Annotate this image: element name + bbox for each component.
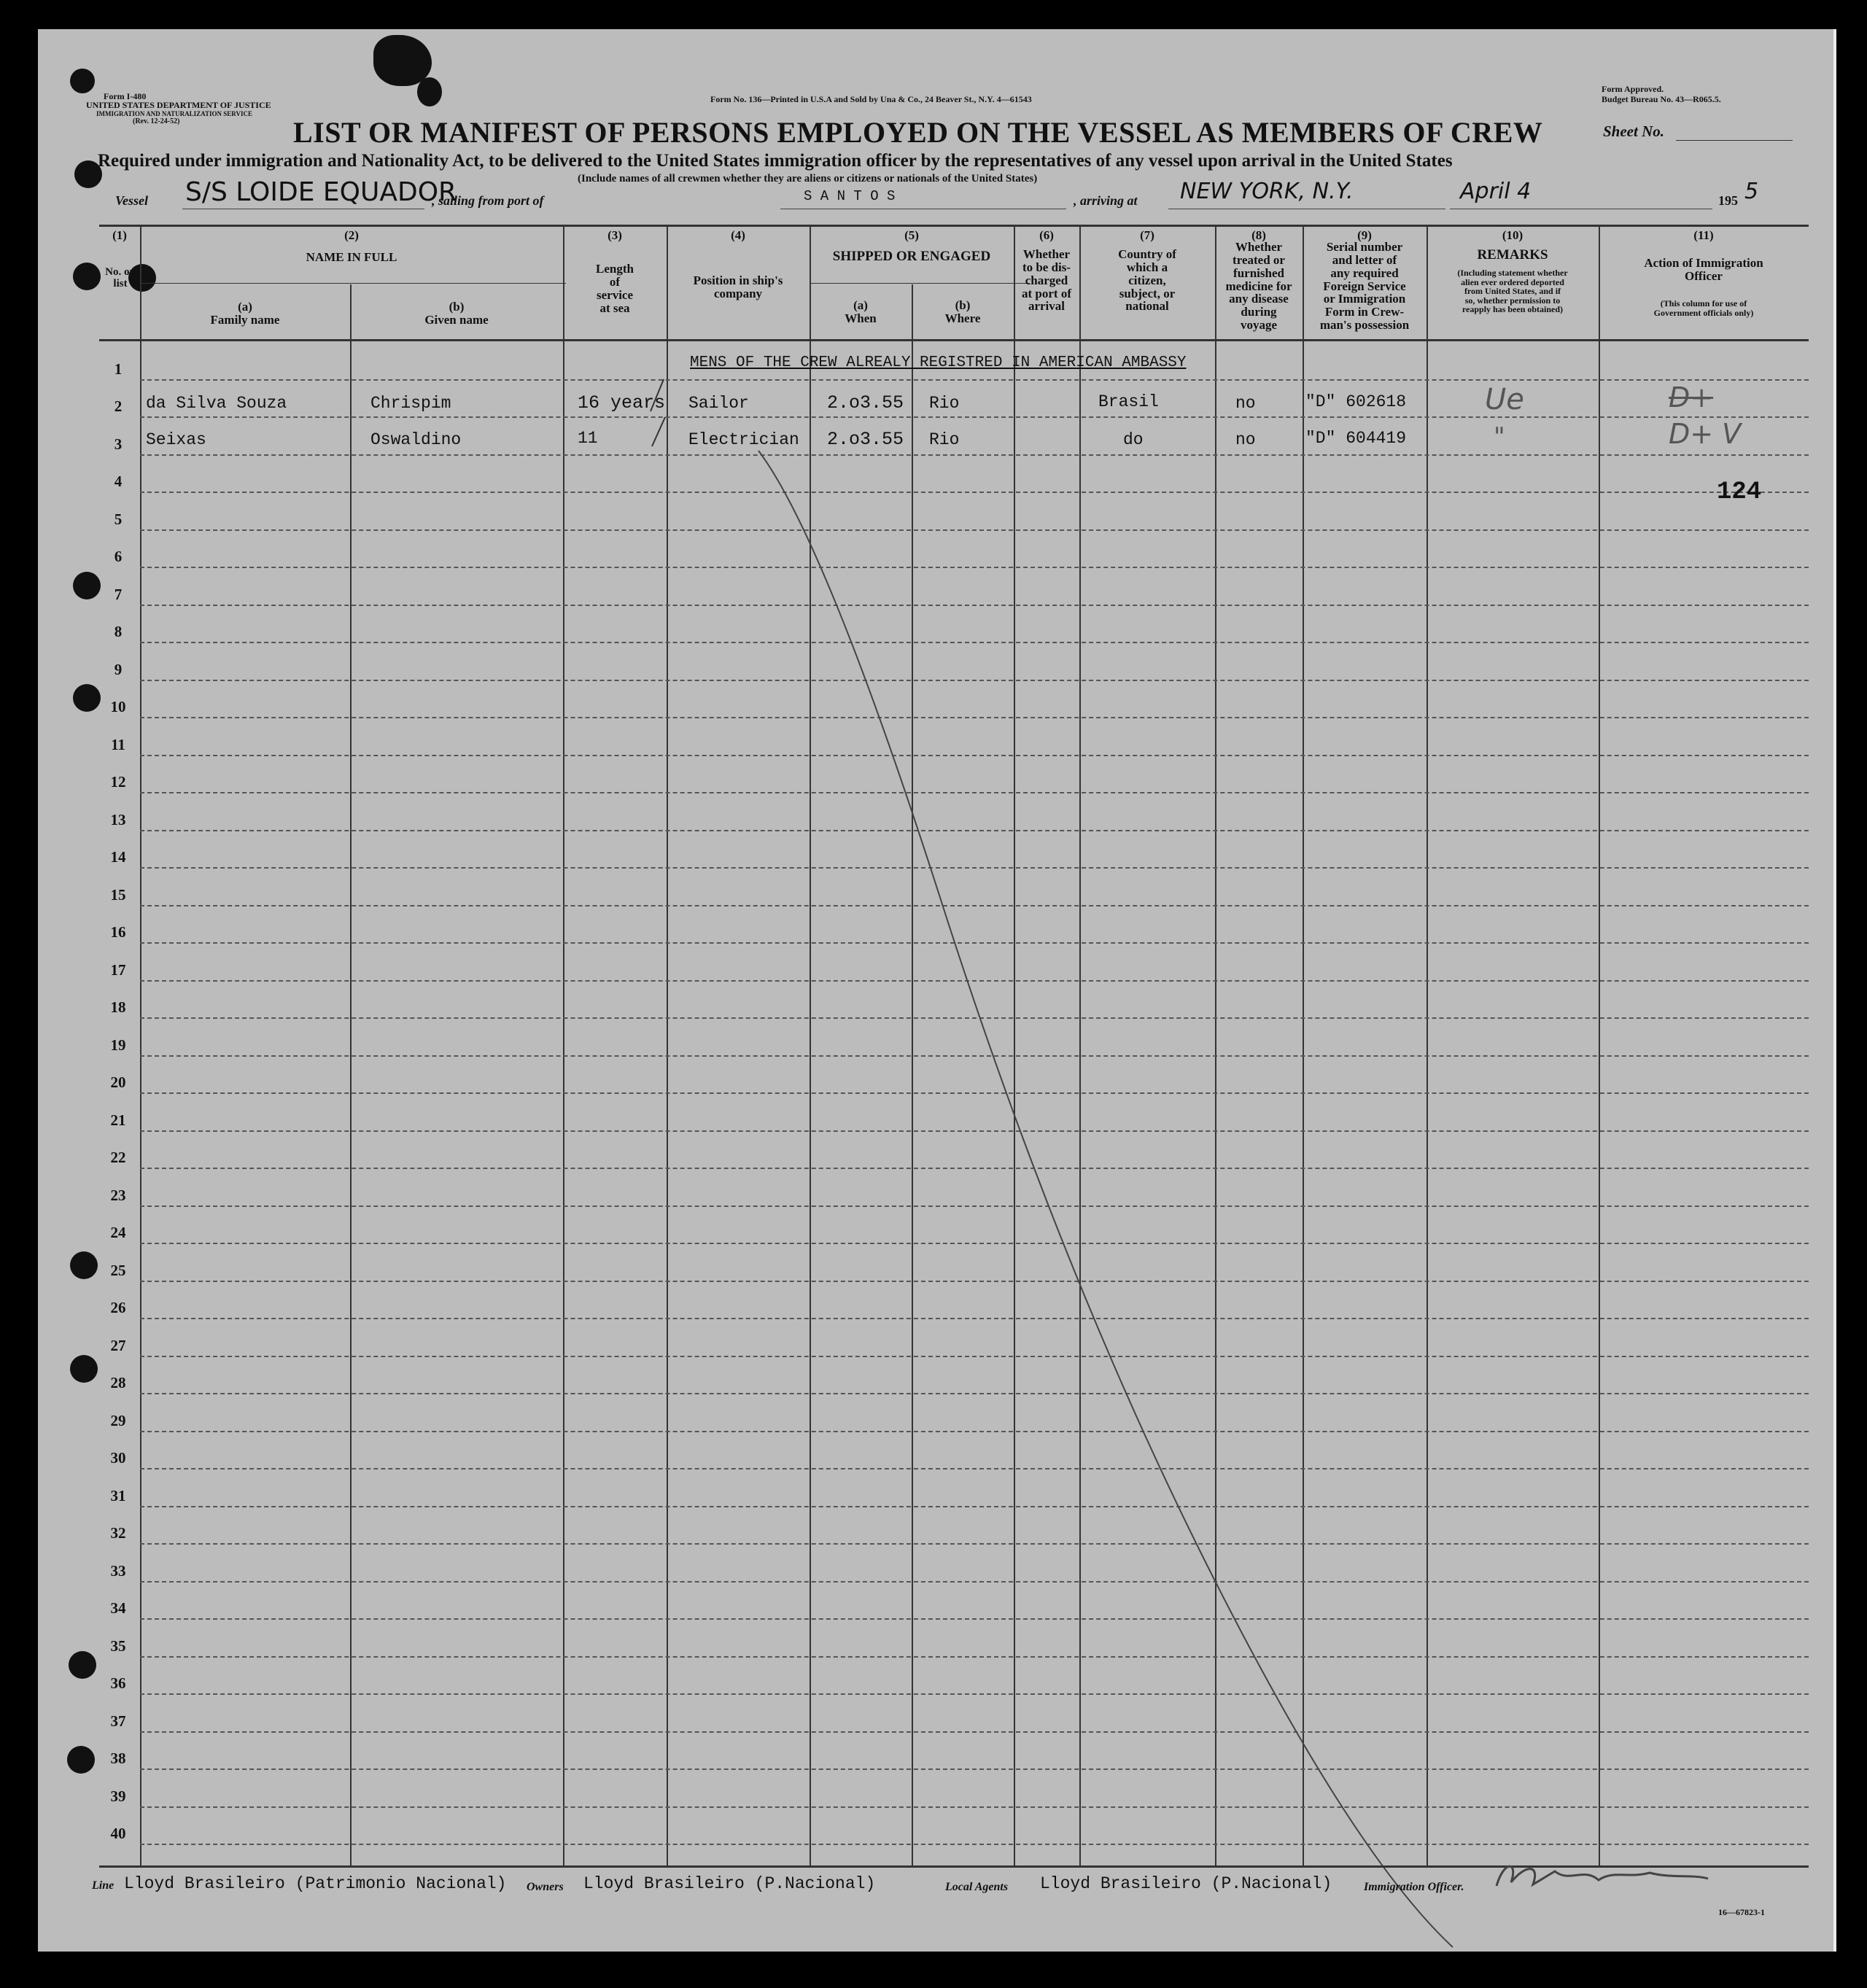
approved-text: Form Approved. [1602, 84, 1664, 94]
service-name: IMMIGRATION AND NATURALIZATION SERVICE [96, 110, 252, 117]
entry-1-service: 16 years [578, 392, 666, 413]
owners-label: Owners [527, 1881, 564, 1893]
row-number: 13 [110, 810, 126, 828]
col6-header: Whether to be dis- charged at port of arrival [1022, 247, 1071, 314]
entry-1-country: Brasil [1098, 392, 1159, 411]
row-number: 37 [110, 1712, 126, 1730]
row-number: 2 [114, 397, 123, 415]
agents-value: Lloyd Brasileiro (P.Nacional) [1040, 1874, 1332, 1893]
row-number: 17 [110, 960, 126, 979]
row-number: 25 [110, 1261, 126, 1279]
revision: (Rev. 12-24-52) [133, 117, 180, 125]
col10-number: (10) [1502, 228, 1524, 242]
row-number: 14 [110, 848, 126, 866]
row-number: 39 [110, 1787, 126, 1805]
col5b-header: (b) Where [944, 298, 981, 325]
row-number: 18 [110, 998, 126, 1016]
entry-1-shipped-where: Rio [929, 394, 960, 413]
col2-header: NAME IN FULL [306, 250, 397, 264]
col7-header: Country of which a citizen, subject, or national [1118, 247, 1176, 314]
officer-signature [1489, 1857, 1723, 1893]
entry-1-serial: "D" 602618 [1305, 392, 1407, 411]
col2a-header: (a) Family name [210, 300, 280, 327]
arrival-date: April 4 [1460, 179, 1532, 204]
arrival-port: NEW YORK, N.Y. [1180, 179, 1354, 204]
owners-value: Lloyd Brasileiro (P.Nacional) [583, 1874, 876, 1893]
entry-2-serial: "D" 604419 [1305, 429, 1407, 448]
entry-1-medicine: no [1235, 394, 1256, 413]
page-title: LIST OR MANIFEST OF PERSONS EMPLOYED ON THE VESSEL AS MEMBERS OF CREW [293, 116, 1543, 149]
row-number: 15 [110, 885, 126, 904]
entry-2-country: do [1123, 430, 1144, 449]
col10-note: (Including statement whether alien ever ordered deported from United States, and if so, whether permission to reapply has been obtained) [1457, 268, 1568, 315]
col10-header: REMARKS [1477, 247, 1548, 263]
row-number: 28 [110, 1374, 126, 1391]
row-number: 12 [110, 773, 126, 791]
entry-2-medicine: no [1235, 430, 1256, 449]
col2-number: (2) [344, 228, 359, 242]
sailing-label: , sailing from port of [432, 193, 544, 208]
row-number: 21 [110, 1111, 126, 1129]
entry-2-remark: " [1494, 422, 1505, 451]
row-number: 3 [114, 435, 123, 453]
row-number: 19 [110, 1036, 126, 1054]
col9-header: Serial number and letter of any required Foreign Service or Immigration Form in Crew- man's possession [1319, 240, 1410, 333]
col4-number: (4) [731, 228, 745, 242]
line-value: Lloyd Brasileiro (Patrimonio Nacional) [124, 1874, 507, 1893]
entry-1-remark: Ue [1485, 383, 1524, 416]
registration-note: MENS OF THE CREW ALREALY REGISTRED IN AMERICAN AMBASSY [690, 354, 1187, 371]
budget-text: Budget Bureau No. 43—R065.5. [1602, 94, 1721, 104]
row-number: 6 [114, 548, 123, 565]
row-number: 22 [110, 1149, 126, 1166]
row-number: 29 [110, 1411, 126, 1429]
entry-1-shipped-when: 2.o3.55 [827, 392, 904, 413]
row-number: 26 [110, 1299, 126, 1316]
row-number: 4 [114, 473, 123, 490]
entry-2-shipped-when: 2.o3.55 [827, 429, 904, 450]
row-number: 35 [110, 1636, 126, 1655]
department: UNITED STATES DEPARTMENT OF JUSTICE [86, 100, 271, 110]
col11-number: (11) [1693, 228, 1714, 242]
entry-2-action: D+ V [1669, 418, 1742, 450]
col6-number: (6) [1039, 228, 1054, 242]
agents-label: Local Agents [945, 1881, 1009, 1893]
form-id: Form I-480 [104, 91, 147, 101]
row-number: 36 [110, 1674, 126, 1692]
row-number: 31 [110, 1486, 126, 1504]
entry-1-family-name: da Silva Souza [146, 394, 287, 413]
col8-number: (8) [1251, 228, 1266, 242]
row-number: 10 [110, 698, 126, 715]
col11-header: Action of Immigration Officer [1644, 256, 1763, 283]
entry-2-given-name: Oswaldino [370, 430, 462, 449]
row-number: 40 [110, 1825, 126, 1842]
col7-number: (7) [1140, 228, 1154, 242]
col5a-header: (a) When [845, 298, 877, 325]
entry-1-action: D+ [1669, 381, 1714, 413]
officer-label: Immigration Officer. [1364, 1881, 1464, 1893]
required-text: Required under immigration and Nationality Act, to be delivered to the United States immigration officer by the representatives of any vessel upon arrival in the United States [98, 151, 1453, 171]
col3-header: Length of service at sea [596, 262, 634, 315]
row-number: 20 [110, 1073, 126, 1091]
line-label: Line [92, 1879, 114, 1892]
include-text: (Include names of all crewmen whether they are aliens or citizens or nationals of the United States) [578, 173, 1038, 185]
row-number: 11 [111, 735, 125, 753]
row-number: 7 [114, 585, 123, 603]
form-number: 16—67823-1 [1718, 1907, 1765, 1917]
col4-header: Position in ship's company [693, 273, 783, 300]
pen-stroke [38, 29, 1836, 1952]
row-number: 24 [110, 1224, 126, 1241]
year-prefix: 195 [1718, 193, 1738, 208]
arriving-label: , arriving at [1074, 193, 1138, 208]
entry-2-position: Electrician [688, 430, 799, 449]
entry-1-position: Sailor [688, 394, 749, 413]
year-digit: 5 [1744, 179, 1759, 204]
col1-header: No. on list [105, 266, 136, 290]
col9-number: (9) [1357, 228, 1372, 242]
col1-number: (1) [112, 228, 127, 242]
vessel-name: S/S LOIDE EQUADOR [185, 177, 457, 207]
row-number: 33 [110, 1561, 126, 1580]
row-number: 23 [110, 1186, 126, 1204]
entry-2-family-name: Seixas [146, 430, 206, 449]
row-number: 9 [114, 660, 123, 678]
col8-header: Whether treated or furnished medicine for any disease during voyage [1225, 240, 1292, 333]
printer-line: Form No. 136—Printed in U.S.A and Sold by Una & Co., 24 Beaver St., N.Y. 4—61543 [710, 94, 1032, 104]
departure-port: S A N T O S [804, 188, 896, 204]
stamp-number: 124 [1717, 478, 1762, 506]
col3-number: (3) [608, 228, 622, 242]
col2b-header: (b) Given name [424, 300, 489, 327]
col11-note: (This column for use of Government officials only) [1653, 298, 1754, 318]
entry-2-shipped-where: Rio [929, 430, 960, 449]
entry-1-given-name: Chrispim [370, 394, 451, 413]
row-number: 38 [110, 1750, 126, 1767]
manifest-page [38, 29, 1836, 1952]
row-number: 30 [110, 1449, 126, 1467]
row-number: 16 [110, 923, 126, 941]
row-number: 27 [110, 1336, 126, 1354]
row-number: 34 [110, 1599, 126, 1617]
col5-number: (5) [904, 228, 919, 242]
row-number: 5 [114, 510, 123, 528]
sheet-label: Sheet No. [1603, 123, 1664, 140]
row-number: 8 [114, 623, 123, 640]
row-number: 1 [114, 360, 123, 378]
col5-header: SHIPPED OR ENGAGED [832, 249, 991, 264]
entry-2-service: 11 [578, 429, 598, 448]
row-number: 32 [110, 1524, 126, 1542]
vessel-label: Vessel [115, 193, 148, 208]
